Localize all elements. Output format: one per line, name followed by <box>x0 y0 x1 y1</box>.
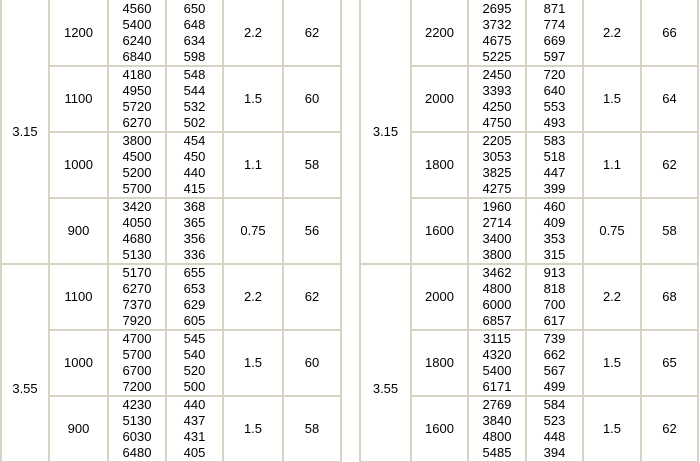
pressure-value: 871 <box>543 0 566 16</box>
pressure-cell <box>166 132 223 198</box>
flow-cell <box>468 132 526 198</box>
flow-cell <box>108 264 166 330</box>
pressure-value: 617 <box>543 313 566 328</box>
noise-value: 62 <box>662 421 677 436</box>
speed-value: 1000 <box>64 355 93 370</box>
power-cell <box>223 0 283 66</box>
flow-cell <box>108 66 166 132</box>
flow-value: 2450 <box>482 67 512 82</box>
power-value: 1.5 <box>602 355 622 370</box>
power-value: 1.5 <box>602 91 622 106</box>
noise-cell <box>641 264 698 330</box>
speed-cell <box>411 330 468 396</box>
speed-value: 900 <box>67 421 90 436</box>
flow-value: 3732 <box>482 16 512 32</box>
flow-value: 4800 <box>482 429 512 444</box>
speed-cell <box>49 264 108 330</box>
pressure-value: 913 <box>543 265 566 280</box>
flow-value: 5485 <box>482 445 512 460</box>
pressure-value: 460 <box>543 199 566 214</box>
flow-value: 6270 <box>122 115 152 130</box>
ratio-group-cell <box>360 0 411 264</box>
noise-cell <box>283 0 341 66</box>
flow-value: 3462 <box>482 265 512 280</box>
flow-value: 5400 <box>122 16 152 32</box>
noise-cell <box>641 0 698 66</box>
speed-value: 1600 <box>425 421 454 436</box>
pressure-cell <box>166 0 223 66</box>
flow-cell <box>108 198 166 264</box>
noise-value: 62 <box>304 289 320 304</box>
flow-value: 3840 <box>482 413 512 428</box>
pressure-value: 454 <box>183 133 206 148</box>
pressure-value: 356 <box>183 231 206 246</box>
noise-cell <box>283 132 341 198</box>
power-cell <box>583 198 641 264</box>
pressure-value: 431 <box>183 429 206 444</box>
noise-value: 58 <box>304 157 320 172</box>
pressure-value: 399 <box>543 181 566 196</box>
noise-value: 65 <box>662 355 677 370</box>
noise-value: 58 <box>304 421 320 436</box>
pressure-value: 605 <box>183 313 206 328</box>
flow-value: 4180 <box>122 67 152 82</box>
flow-value: 2714 <box>482 215 512 230</box>
noise-value: 60 <box>304 91 320 106</box>
pressure-value: 499 <box>543 379 566 394</box>
power-value: 2.2 <box>243 24 263 40</box>
pressure-cell <box>166 396 223 462</box>
pressure-value: 669 <box>543 32 566 48</box>
flow-value: 4250 <box>482 99 512 114</box>
speed-cell <box>49 66 108 132</box>
pressure-value: 548 <box>183 67 206 82</box>
pressure-value: 629 <box>183 297 206 312</box>
table-row <box>1 396 341 462</box>
pressure-cell <box>166 198 223 264</box>
pressure-value: 500 <box>183 379 206 394</box>
ratio-group-label: 3.55 <box>12 380 38 396</box>
noise-value: 60 <box>304 355 320 370</box>
pressure-cell <box>526 396 583 462</box>
pressure-cell <box>526 0 583 66</box>
flow-value: 3393 <box>482 83 512 98</box>
flow-value: 3420 <box>122 199 152 214</box>
flow-cell <box>468 396 526 462</box>
noise-cell <box>283 264 341 330</box>
flow-value: 3053 <box>482 149 512 164</box>
pressure-value: 774 <box>543 16 566 32</box>
pressure-value: 315 <box>543 247 566 262</box>
speed-value: 1100 <box>64 91 93 106</box>
table-row <box>1 132 341 198</box>
flow-value: 3800 <box>122 133 152 148</box>
table-row <box>360 0 698 66</box>
flow-cell <box>468 198 526 264</box>
power-cell <box>223 132 283 198</box>
pressure-value: 409 <box>543 215 566 230</box>
flow-value: 5700 <box>122 181 152 196</box>
speed-value: 2000 <box>425 289 454 304</box>
noise-value: 58 <box>662 223 677 238</box>
speed-cell <box>411 396 468 462</box>
pressure-value: 655 <box>183 265 206 280</box>
pressure-value: 368 <box>183 199 206 214</box>
speed-cell <box>411 198 468 264</box>
table-row <box>360 330 698 396</box>
pressure-cell <box>526 66 583 132</box>
pressure-value: 520 <box>183 363 206 378</box>
ratio-group-label: 3.55 <box>372 380 399 396</box>
pressure-value: 365 <box>183 215 206 230</box>
pressure-cell <box>166 66 223 132</box>
table-row <box>1 330 341 396</box>
pressure-value: 567 <box>543 363 566 378</box>
noise-value: 62 <box>662 157 677 172</box>
flow-value: 7370 <box>122 297 152 312</box>
noise-value: 66 <box>662 24 677 40</box>
noise-cell <box>283 66 341 132</box>
flow-value: 4275 <box>482 181 512 196</box>
pressure-cell <box>166 330 223 396</box>
power-cell <box>583 0 641 66</box>
flow-value: 4800 <box>482 281 512 296</box>
pressure-value: 437 <box>183 413 206 428</box>
pressure-value: 640 <box>543 83 566 98</box>
ratio-group-label: 3.15 <box>12 124 38 139</box>
ratio-group-label: 3.15 <box>372 124 399 139</box>
table-row <box>360 396 698 462</box>
power-value: 1.1 <box>243 157 263 172</box>
flow-value: 4700 <box>122 331 152 346</box>
speed-cell <box>49 330 108 396</box>
power-cell <box>583 330 641 396</box>
pressure-cell <box>526 132 583 198</box>
pressure-value: 493 <box>543 115 566 130</box>
power-cell <box>583 264 641 330</box>
pressure-value: 648 <box>183 16 206 32</box>
flow-value: 4320 <box>482 347 512 362</box>
flow-value: 3825 <box>482 165 512 180</box>
pressure-value: 634 <box>183 32 206 48</box>
pressure-cell <box>526 330 583 396</box>
pressure-value: 532 <box>183 99 206 114</box>
power-cell <box>223 198 283 264</box>
pressure-value: 720 <box>543 67 566 82</box>
speed-cell <box>49 396 108 462</box>
pressure-value: 739 <box>543 331 566 346</box>
noise-cell <box>641 132 698 198</box>
table-row <box>1 198 341 264</box>
noise-cell <box>283 330 341 396</box>
noise-cell <box>283 198 341 264</box>
flow-value: 7920 <box>122 313 152 328</box>
noise-cell <box>641 66 698 132</box>
flow-value: 6000 <box>482 297 512 312</box>
pressure-value: 523 <box>543 413 566 428</box>
pressure-cell <box>526 264 583 330</box>
flow-value: 4560 <box>122 0 152 16</box>
flow-value: 6240 <box>122 32 152 48</box>
power-cell <box>583 396 641 462</box>
noise-value: 68 <box>662 289 677 304</box>
flow-value: 5225 <box>482 48 512 64</box>
power-value: 1.5 <box>602 421 622 436</box>
power-value: 1.5 <box>243 355 263 370</box>
flow-value: 1960 <box>482 199 512 214</box>
pressure-value: 440 <box>183 165 206 180</box>
table-row <box>1 264 341 330</box>
pressure-value: 405 <box>183 445 206 460</box>
pressure-value: 540 <box>183 347 206 362</box>
pressure-value: 653 <box>183 281 206 296</box>
noise-value: 62 <box>304 24 320 40</box>
power-cell <box>223 264 283 330</box>
power-value: 0.75 <box>599 223 625 238</box>
spec-table-right <box>359 0 699 462</box>
power-cell <box>583 66 641 132</box>
ratio-group-cell <box>1 0 49 264</box>
flow-cell <box>108 132 166 198</box>
flow-value: 5170 <box>122 265 152 280</box>
flow-value: 6700 <box>122 363 152 378</box>
flow-value: 7200 <box>122 379 152 394</box>
pressure-value: 450 <box>183 149 206 164</box>
pressure-value: 700 <box>543 297 566 312</box>
flow-value: 5130 <box>122 247 152 262</box>
flow-value: 5130 <box>122 413 152 428</box>
speed-value: 2000 <box>425 91 454 106</box>
flow-cell <box>108 330 166 396</box>
flow-value: 4750 <box>482 115 512 130</box>
power-cell <box>583 132 641 198</box>
power-value: 2.2 <box>602 289 622 304</box>
power-value: 2.2 <box>243 289 263 304</box>
flow-value: 6030 <box>122 429 152 444</box>
pressure-value: 415 <box>183 181 206 196</box>
flow-value: 6171 <box>482 379 512 394</box>
flow-cell <box>468 264 526 330</box>
table-row <box>360 66 698 132</box>
flow-value: 5720 <box>122 99 152 114</box>
flow-cell <box>468 330 526 396</box>
flow-value: 5200 <box>122 165 152 180</box>
flow-value: 4500 <box>122 149 152 164</box>
flow-value: 4950 <box>122 83 152 98</box>
power-cell <box>223 330 283 396</box>
pressure-value: 336 <box>183 247 206 262</box>
flow-value: 4680 <box>122 231 152 246</box>
speed-value: 1600 <box>425 223 454 238</box>
flow-value: 4050 <box>122 215 152 230</box>
flow-value: 3400 <box>482 231 512 246</box>
pressure-value: 583 <box>543 133 566 148</box>
speed-value: 900 <box>67 223 90 238</box>
speed-cell <box>411 0 468 66</box>
flow-value: 6857 <box>482 313 512 328</box>
speed-cell <box>411 132 468 198</box>
table-row <box>360 132 698 198</box>
speed-cell <box>49 198 108 264</box>
pressure-value: 447 <box>543 165 566 180</box>
speed-cell <box>49 0 108 66</box>
power-value: 0.75 <box>240 223 266 238</box>
spec-table-left <box>0 0 342 462</box>
flow-value: 3115 <box>483 331 511 346</box>
pressure-value: 818 <box>543 281 566 296</box>
speed-value: 1000 <box>64 157 93 172</box>
pressure-value: 394 <box>543 445 566 460</box>
ratio-group-cell <box>1 264 49 462</box>
flow-value: 2205 <box>482 133 512 148</box>
flow-value: 6840 <box>122 48 152 64</box>
flow-cell <box>108 0 166 66</box>
power-value: 1.5 <box>243 91 263 106</box>
flow-cell <box>108 396 166 462</box>
speed-value: 2200 <box>425 24 454 40</box>
pressure-cell <box>526 198 583 264</box>
noise-cell <box>641 330 698 396</box>
flow-cell <box>468 0 526 66</box>
pressure-value: 502 <box>183 115 206 130</box>
flow-value: 5700 <box>122 347 152 362</box>
flow-value: 6480 <box>122 445 152 460</box>
pressure-value: 518 <box>543 149 566 164</box>
table-row <box>1 0 341 66</box>
speed-cell <box>411 66 468 132</box>
speed-cell <box>49 132 108 198</box>
pressure-value: 597 <box>543 48 566 64</box>
power-cell <box>223 396 283 462</box>
power-value: 2.2 <box>602 24 622 40</box>
pressure-value: 662 <box>543 347 566 362</box>
pressure-value: 598 <box>183 48 206 64</box>
pressure-value: 545 <box>183 331 206 346</box>
table-row <box>1 66 341 132</box>
noise-cell <box>283 396 341 462</box>
ratio-group-cell <box>360 264 411 462</box>
table-row <box>360 264 698 330</box>
noise-cell <box>641 198 698 264</box>
power-value: 1.1 <box>602 157 622 172</box>
flow-value: 2695 <box>482 0 512 16</box>
speed-value: 1200 <box>64 24 93 40</box>
pressure-value: 584 <box>543 397 566 412</box>
noise-value: 64 <box>662 91 677 106</box>
table-row <box>360 198 698 264</box>
flow-value: 4230 <box>122 397 152 412</box>
speed-cell <box>411 264 468 330</box>
pressure-value: 440 <box>183 397 206 412</box>
speed-value: 1800 <box>425 355 454 370</box>
pressure-value: 448 <box>543 429 566 444</box>
power-value: 1.5 <box>243 421 263 436</box>
flow-value: 2769 <box>482 397 512 412</box>
noise-cell <box>641 396 698 462</box>
flow-value: 6270 <box>122 281 152 296</box>
pressure-value: 353 <box>543 231 566 246</box>
pressure-value: 650 <box>183 0 206 16</box>
noise-value: 56 <box>304 223 320 238</box>
flow-cell <box>468 66 526 132</box>
pressure-value: 544 <box>183 83 206 98</box>
speed-value: 1100 <box>64 289 93 304</box>
pressure-cell <box>166 264 223 330</box>
power-cell <box>223 66 283 132</box>
speed-value: 1800 <box>425 157 454 172</box>
flow-value: 4675 <box>482 32 512 48</box>
flow-value: 3800 <box>482 247 512 262</box>
flow-value: 5400 <box>482 363 512 378</box>
pressure-value: 553 <box>543 99 566 114</box>
